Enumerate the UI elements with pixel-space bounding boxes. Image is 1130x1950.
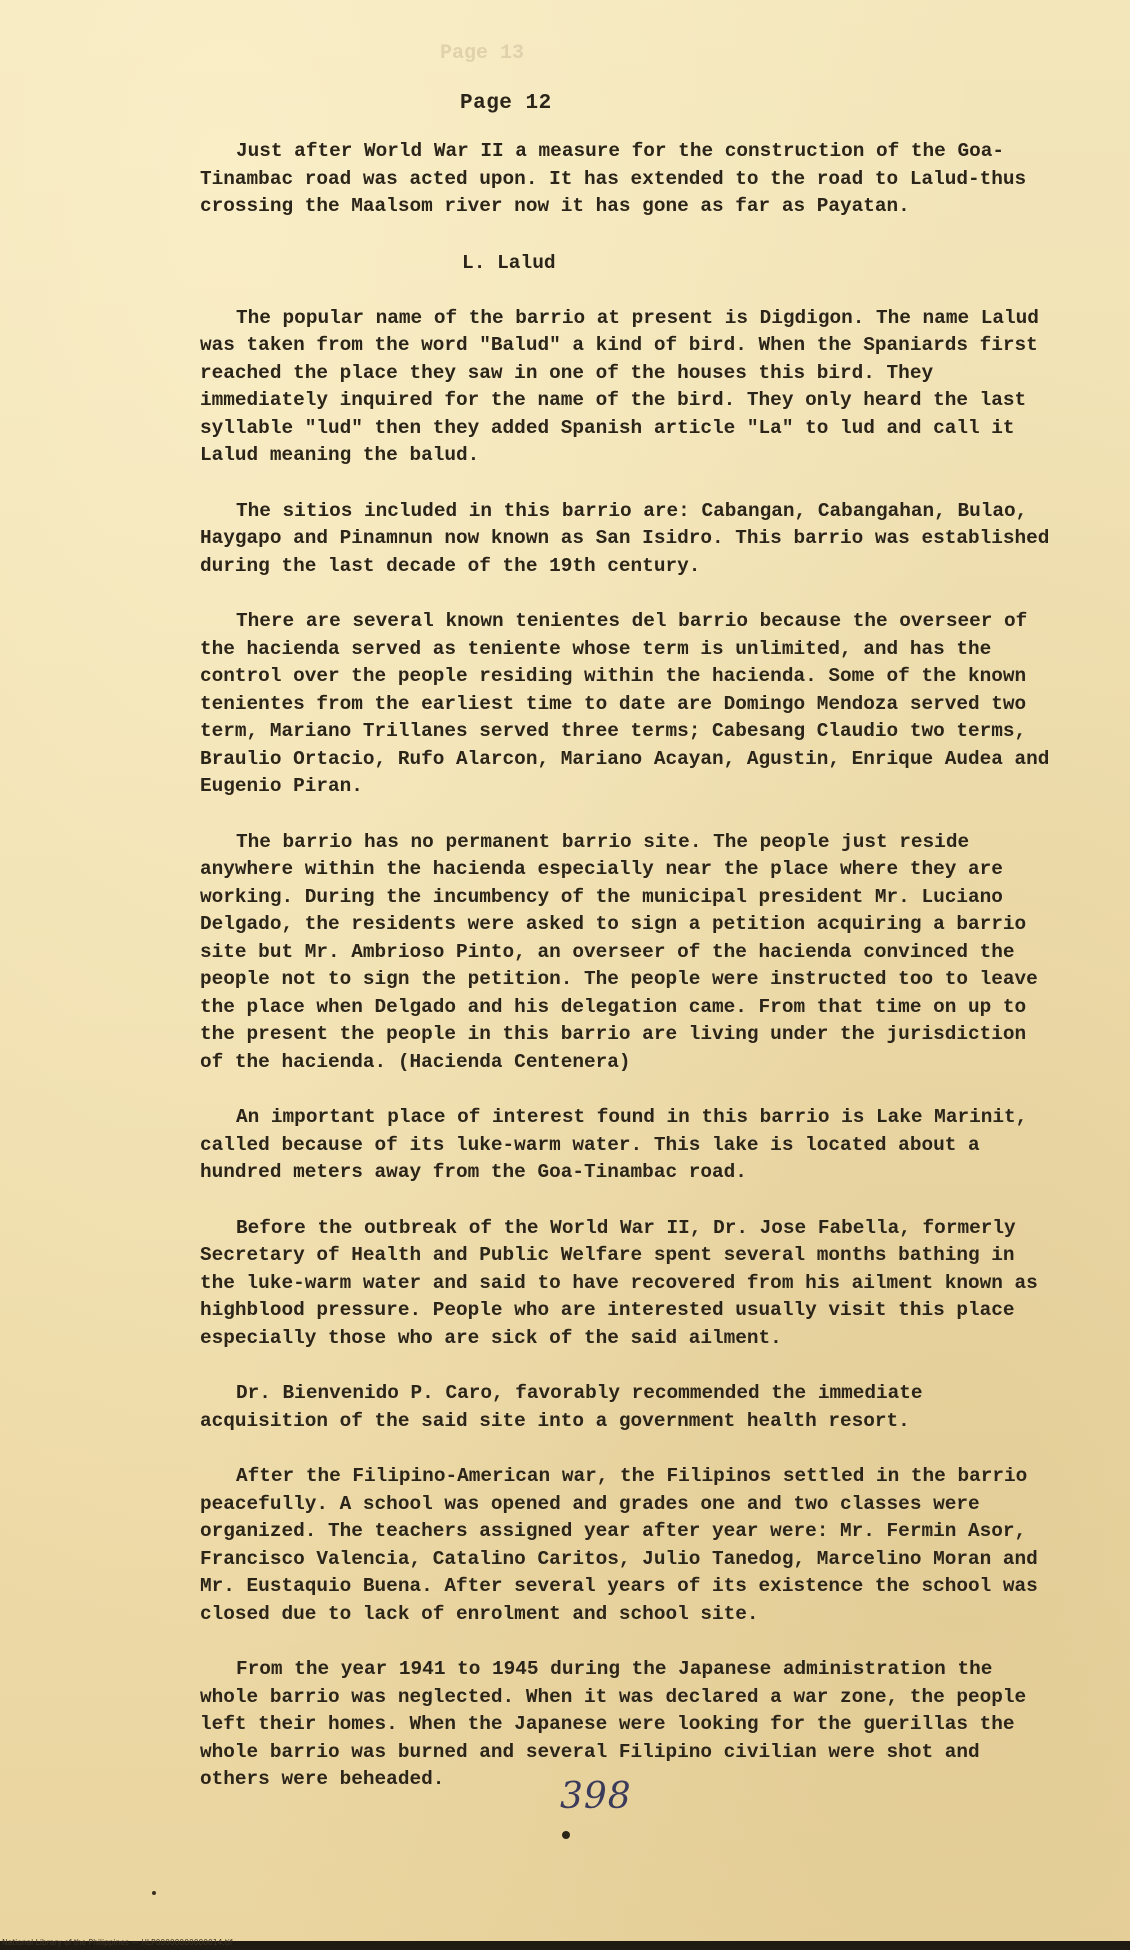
page-header: Page 12	[460, 92, 552, 115]
spacer	[200, 1628, 1060, 1656]
spacer	[200, 1187, 1060, 1215]
paragraph-school: After the Filipino-American war, the Filipinos settled in the barrio peacefully. A school was opened and grades one and two classes were organized. The teachers assigned year after year were: Mr. Fermin Asor, Francisco Valencia, Catalino Caritos, Julio Tanedog, Marcelino Moran and Mr. Eustaquio Buena. After several years of its existence the school was closed due to lack of enrolment and school site.	[200, 1465, 1038, 1625]
paragraph-lake-marinit: An important place of interest found in this barrio is Lake Marinit, called because of its luke-warm water. This lake is located about a hundred meters away from the Goa-Tinambac road.	[200, 1106, 1028, 1183]
ink-dot	[562, 1831, 570, 1839]
document-body	[200, 138, 1060, 1794]
paragraph-name-origin: The popular name of the barrio at present is Digdigon. The name Lalud was taken from the word "Balud" a kind of bird. When the Spaniards first reached the place they saw in one of the houses this bird. They immediately inquired for the name of the bird. They only heard the last syllable "lud" then they added Spanish article "La" to lud and call it Lalud meaning the balud.	[200, 306, 1039, 466]
margin-mark	[152, 1891, 156, 1895]
spacer	[200, 801, 1060, 829]
paragraph-barrio-site: The barrio has no permanent barrio site. The people just reside anywhere within the hacienda especially near the place where they are working. During the incumbency of the municipal president Mr. Luciano Delgado, the residents were asked to sign a petition acquiring a barrio site but Mr. Ambrioso Pinto, an overseer of the hacienda convinced the people not to sign the petition. The people were instructed too to leave the place when Delgado and his delegation came. From that time on up to the present the people in this barrio are living under the jurisdiction of the hacienda. (Hacienda Centenera)	[200, 830, 1038, 1073]
section-heading: L. Lalud	[462, 251, 556, 274]
bleed-through-text: Page 13	[440, 42, 525, 65]
spacer	[200, 221, 1060, 249]
handwritten-page-number: 398	[560, 1776, 632, 1817]
paragraph-sitios: The sitios included in this barrio are: Cabangan, Cabangahan, Bulao, Haygapo and Pinamnun now known as San Isidro. This barrio was established during the last decade of the 19th century.	[200, 499, 1050, 577]
paragraph-health-resort: Dr. Bienvenido P. Caro, favorably recommended the immediate acquisition of the said site into a government health resort.	[200, 1382, 923, 1432]
spacer	[200, 470, 1060, 498]
paragraph-japanese-era: From the year 1941 to 1945 during the Japanese administration the whole barrio was neglected. When it was declared a war zone, the people left their homes. When the Japanese were looking for the guerillas the whole barrio was burned and several Filipino civilian were shot and others were beheaded.	[200, 1658, 1027, 1790]
spacer	[200, 580, 1060, 608]
spacer	[200, 1076, 1060, 1104]
paragraph-tenientes: There are several known tenientes del barrio because the overseer of the hacienda served as teniente whose term is unlimited, and has the control over the people residing within the hacienda. Some of the known tenientes from the earliest time to date are Domingo Mendoza served two term, Mariano Trillanes served three terms; Cabesang Claudio two terms, Braulio Ortacio, Rufo Alarcon, Mariano Acayan, Agustin, Enrique Audea and Eugenio Piran.	[200, 610, 1050, 797]
footer-credit: National Library of the Philippines — HLP00000000000014.tif	[2, 1938, 233, 1947]
paragraph-fabella: Before the outbreak of the World War II, Dr. Jose Fabella, formerly Secretary of Health and Public Welfare spent several months bathing in the luke-warm water and said to have recovered from his ailment known as highblood pressure. People who are interested usually visit this place especially those who are sick of the said ailment.	[200, 1216, 1038, 1349]
spacer	[200, 1352, 1060, 1380]
spacer	[200, 277, 1060, 305]
spacer	[200, 1435, 1060, 1463]
paragraph-intro: Just after World War II a measure for the construction of the Goa-Tinambac road was acted upon. It has extended to the road to Lalud-thus crossing the Maalsom river now it has gone as far as Payatan.	[200, 140, 1027, 217]
